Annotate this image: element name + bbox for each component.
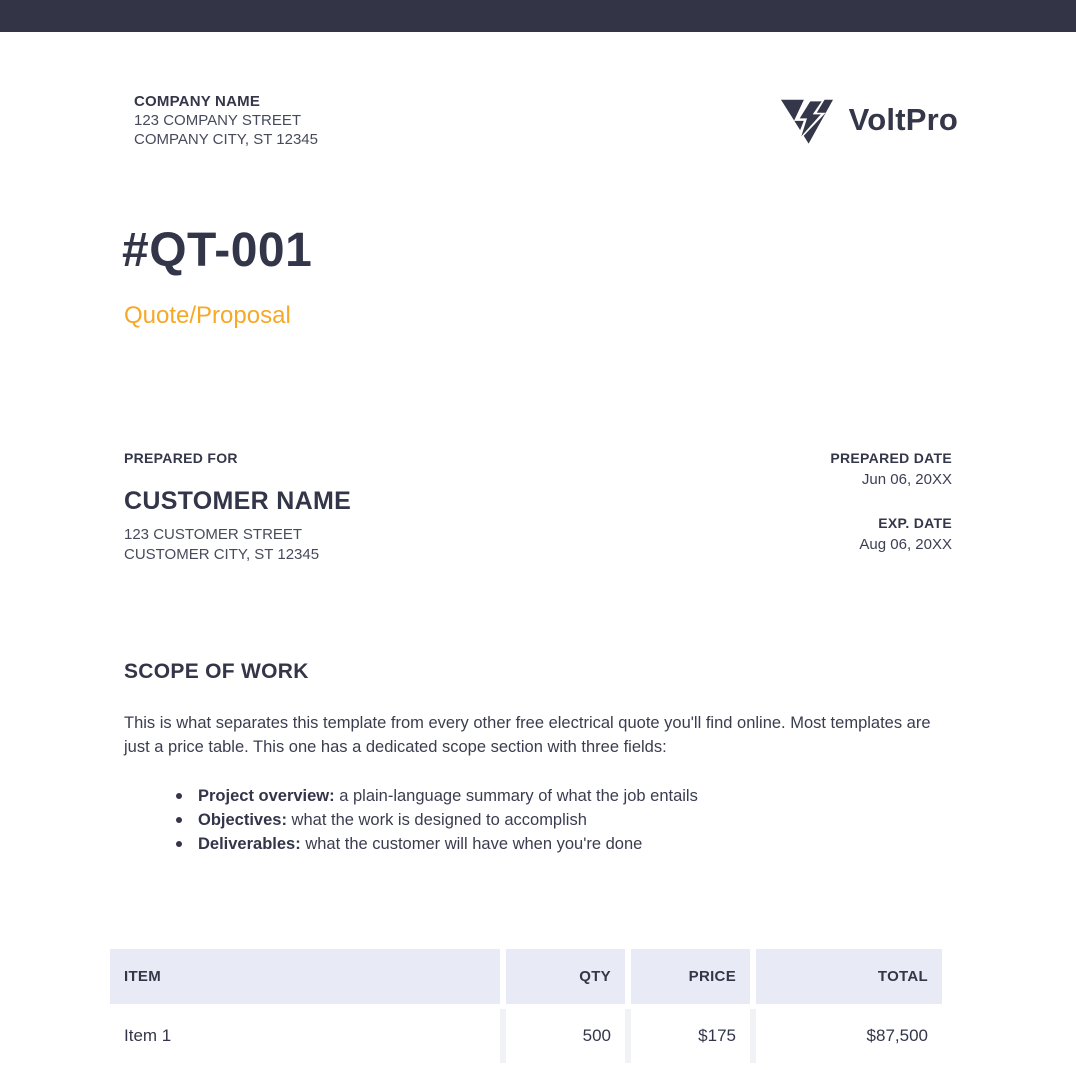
- bullet-text: what the work is designed to accomplish: [286, 811, 587, 830]
- bullet-label: Project overview:: [198, 787, 335, 806]
- dates-block: [830, 450, 952, 554]
- customer-address: [124, 525, 351, 564]
- cell-item: Item 1: [110, 1009, 500, 1063]
- company-block: [134, 92, 318, 149]
- prepared-for-block: [124, 450, 351, 564]
- quote-type-label: Quote/Proposal: [124, 302, 291, 329]
- list-item: [170, 808, 950, 832]
- bullet-text: a plain-language summary of what the job entails: [334, 787, 698, 806]
- column-header-qty: QTY: [506, 949, 625, 1004]
- list-item: [170, 832, 950, 856]
- table-row: [110, 1009, 942, 1063]
- prepared-date-value: Jun 06, 20XX: [861, 471, 952, 488]
- bolt-v-icon: [781, 96, 833, 144]
- scope-of-work-section: [124, 659, 950, 856]
- exp-date-label: EXP. DATE: [878, 515, 952, 531]
- scope-heading: SCOPE OF WORK: [124, 660, 309, 683]
- items-table: [110, 949, 942, 1063]
- company-address-line2: COMPANY CITY, ST 12345: [134, 131, 318, 148]
- column-header-total: TOTAL: [756, 949, 942, 1004]
- company-name: COMPANY NAME: [134, 93, 261, 110]
- cell-price: $175: [631, 1009, 750, 1063]
- exp-date-group: [830, 515, 952, 554]
- company-address-line1: 123 COMPANY STREET: [134, 112, 301, 129]
- customer-address-line1: 123 CUSTOMER STREET: [124, 526, 303, 543]
- customer-name: CUSTOMER NAME: [124, 487, 352, 515]
- bullet-label: Deliverables:: [198, 835, 301, 854]
- scope-bullet-list: [170, 784, 950, 856]
- prepared-date-label: PREPARED DATE: [830, 450, 952, 466]
- bullet-label: Objectives:: [198, 811, 287, 830]
- quote-number: #QT-001: [122, 224, 313, 277]
- prepared-for-label: PREPARED FOR: [124, 450, 238, 466]
- scope-intro-paragraph: This is what separates this template from every other free electrical quote you'll find online. Most templates are just a price table. This one has a dedicated scope section with three fields:: [124, 714, 931, 756]
- exp-date-value: Aug 06, 20XX: [859, 536, 952, 553]
- document-header: [134, 92, 958, 149]
- customer-address-line2: CUSTOMER CITY, ST 12345: [124, 545, 320, 563]
- parties-and-dates: [124, 450, 952, 564]
- column-header-item: ITEM: [110, 949, 500, 1004]
- top-accent-bar: [0, 0, 1076, 32]
- cell-qty: 500: [506, 1009, 625, 1063]
- brand-logo: [781, 96, 958, 144]
- bullet-text: what the customer will have when you're done: [300, 835, 643, 854]
- cell-total: $87,500: [756, 1009, 942, 1063]
- list-item: [170, 784, 950, 808]
- brand-name: VoltPro: [848, 102, 958, 137]
- prepared-date-group: [830, 450, 952, 489]
- table-header-row: [110, 949, 942, 1004]
- column-header-price: PRICE: [631, 949, 750, 1004]
